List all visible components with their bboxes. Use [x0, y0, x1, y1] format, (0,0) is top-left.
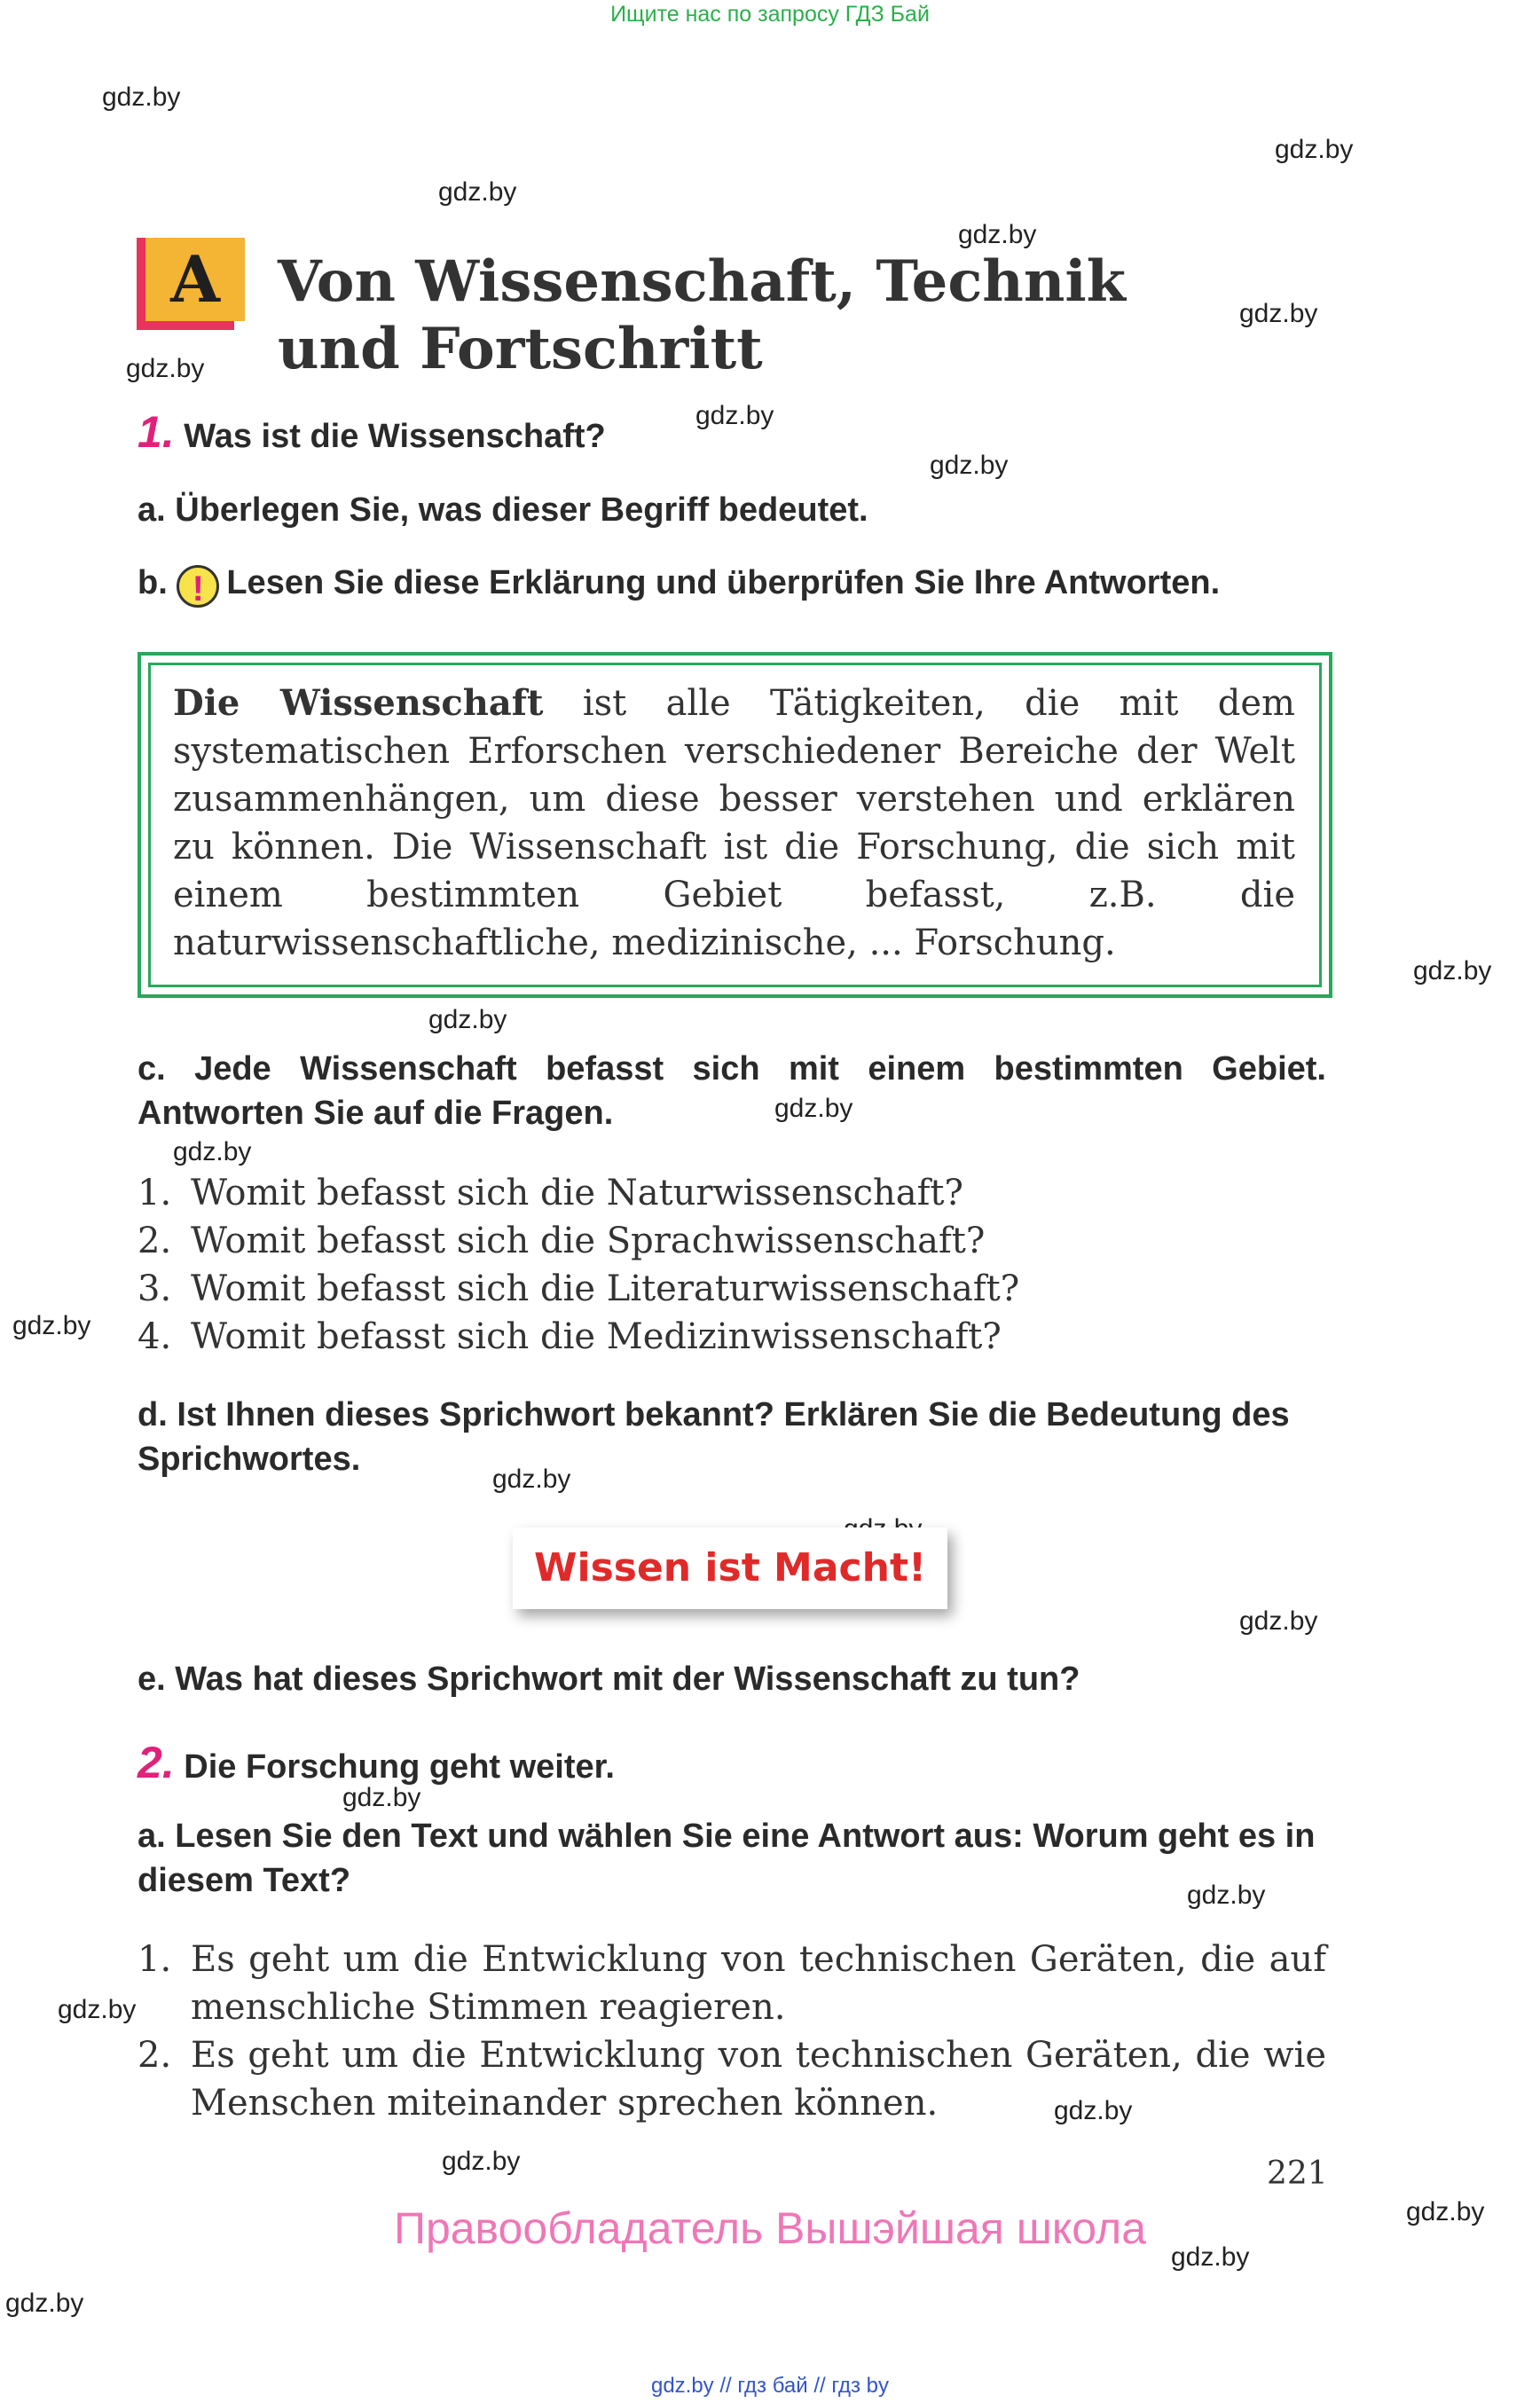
section-title: Von Wissenschaft, Technik und Fortschritt — [278, 248, 1126, 382]
watermark: gdz.by — [492, 1465, 571, 1494]
watermark: gdz.by — [930, 451, 1009, 480]
watermark: gdz.by — [1239, 1606, 1318, 1636]
watermark: gdz.by — [1239, 299, 1318, 328]
watermark: gdz.by — [428, 1005, 507, 1034]
task-2-heading — [138, 1737, 615, 1788]
page-number: 221 — [1267, 2156, 1328, 2192]
watermark: gdz.by — [1054, 2096, 1133, 2125]
list-item: 2. Es geht um die Entwicklung von technischen Geräten, die wie Menschen miteinander sprechen können. — [138, 2035, 1326, 2124]
definition-text: Die Wissenschaft ist alle Tätigkeiten, die mit dem systematischen Erforschen verschiedener Bereiche der Welt zusammenhängen, um diese besser verstehen und erklären zu können. Die Wissenschaft ist die Forschung, die sich mit einem bestimmten Gebiet befasst, z.B. die naturwissenschaftliche, medizinische, ... Forschung. — [173, 682, 1295, 963]
section-badge — [137, 238, 245, 330]
task-number: 2. — [138, 1738, 175, 1787]
task-number: 1. — [138, 407, 175, 457]
list-item: 1. Womit befasst sich die Naturwissenschaft? — [138, 1173, 963, 1213]
proverb-card: Wissen ist Macht! — [513, 1527, 947, 1609]
task-title: Die Forschung geht weiter. — [184, 1748, 615, 1786]
list-item: 1. Es geht um die Entwicklung von technischen Geräten, die auf menschliche Stimmen reagieren. — [138, 1939, 1326, 2028]
watermark: gdz.by — [5, 2289, 84, 2318]
footer-links[interactable]: gdz.by // гдз бай // гдз by — [650, 2374, 890, 2398]
watermark: gdz.by — [173, 1137, 252, 1166]
watermark: gdz.by — [58, 1995, 137, 2024]
watermark: gdz.by — [438, 177, 517, 207]
task-title: Was ist die Wissenschaft? — [184, 418, 606, 455]
question-c: c. Jede Wissenschaft befasst sich mit einem bestimmten Gebiet. Antworten Sie auf die Fragen. — [138, 1050, 1326, 1132]
watermark: gdz.by — [12, 1311, 91, 1340]
watermark: gdz.by — [126, 354, 205, 383]
question-2a: a. Lesen Sie den Text und wählen Sie eine Antwort aus: Worum geht es in diesem Text? — [138, 1818, 1316, 1899]
question-b: b. ! Lesen Sie diese Erklärung und überprüfen Sie Ihre Antworten. — [138, 564, 1221, 609]
watermark: gdz.by — [1275, 135, 1354, 164]
watermark: gdz.by — [958, 220, 1037, 249]
watermark: gdz.by — [774, 1094, 853, 1123]
top-banner[interactable]: Ищите нас по запросу ГДЗ Бай — [610, 2, 930, 27]
exclamation-icon: ! — [177, 565, 219, 608]
answer-options — [138, 1936, 1326, 2127]
copyright-notice: Правообладатель Вышэйшая школа — [394, 2203, 1146, 2253]
list-item: 3. Womit befasst sich die Literaturwissenschaft? — [138, 1268, 1020, 1309]
watermark: gdz.by — [1406, 2197, 1485, 2226]
question-e: e. Was hat dieses Sprichwort mit der Wissenschaft zu tun? — [138, 1661, 1080, 1698]
watermark: gdz.by — [102, 82, 181, 112]
question-list — [138, 1169, 1326, 1361]
watermark: gdz.by — [1171, 2242, 1250, 2272]
watermark: gdz.by — [342, 1783, 421, 1812]
watermark: gdz.by — [442, 2147, 521, 2176]
list-item: 2. Womit befasst sich die Sprachwissenschaft? — [138, 1221, 986, 1261]
watermark: gdz.by — [1413, 956, 1492, 986]
task-1-heading — [138, 406, 606, 458]
question-d: d. Ist Ihnen dieses Sprichwort bekannt? Erklären Sie die Bedeutung des Sprichwortes. — [138, 1396, 1290, 1478]
watermark: gdz.by — [695, 401, 774, 430]
watermark: gdz.by — [1187, 1881, 1266, 1910]
list-item: 4. Womit befasst sich die Medizinwissenschaft? — [138, 1316, 1002, 1357]
question-a: a. Überlegen Sie, was dieser Begriff bedeutet. — [138, 491, 868, 529]
section-letter: A — [170, 241, 220, 317]
